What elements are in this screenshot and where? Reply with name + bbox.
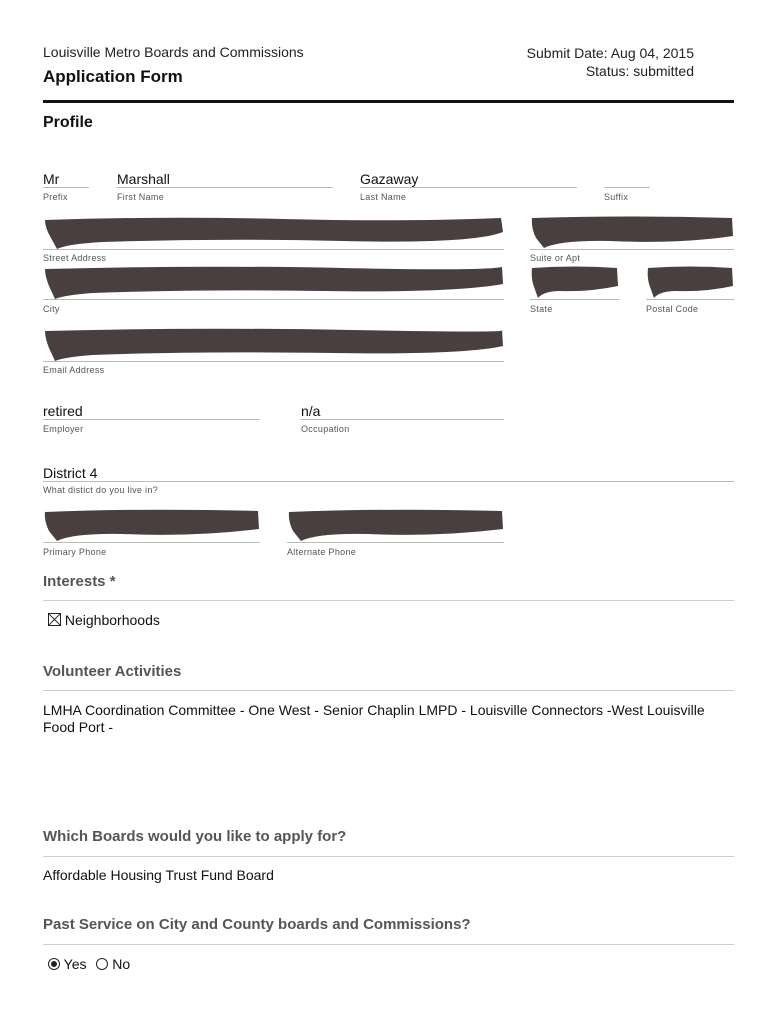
primary-phone-label: Primary Phone bbox=[43, 547, 107, 557]
no-option-label: No bbox=[112, 956, 131, 972]
state-underline bbox=[530, 299, 619, 300]
last-name-label: Last Name bbox=[360, 192, 407, 202]
city-redaction bbox=[43, 264, 504, 300]
primary-phone-redaction bbox=[43, 507, 260, 543]
volunteer-divider bbox=[43, 690, 734, 691]
first-name-value: Marshall bbox=[117, 171, 170, 187]
suffix-underline bbox=[604, 187, 650, 188]
radio-selected-icon bbox=[48, 958, 60, 970]
first-name-underline bbox=[117, 187, 333, 188]
checked-checkbox-icon bbox=[48, 613, 61, 626]
email-label: Email Address bbox=[43, 365, 105, 375]
district-value: District 4 bbox=[43, 465, 98, 481]
district-label: What distict do you live in? bbox=[43, 485, 158, 495]
postal-code-label: Postal Code bbox=[646, 304, 699, 314]
boards-value: Affordable Housing Trust Fund Board bbox=[43, 867, 274, 883]
suite-label: Suite or Apt bbox=[530, 253, 581, 263]
form-title: Application Form bbox=[43, 67, 183, 86]
suite-underline bbox=[530, 249, 734, 250]
organization-name: Louisville Metro Boards and Commissions bbox=[43, 44, 304, 60]
employer-value: retired bbox=[43, 403, 83, 419]
status: Status: submitted bbox=[585, 63, 694, 79]
email-redaction bbox=[43, 326, 504, 362]
email-underline bbox=[43, 361, 504, 362]
past-service-options bbox=[48, 956, 130, 972]
interest-item bbox=[48, 612, 160, 628]
alternate-phone-underline bbox=[287, 542, 504, 543]
past-service-divider bbox=[43, 944, 734, 945]
interests-divider bbox=[43, 600, 734, 601]
prefix-underline bbox=[43, 187, 89, 188]
yes-option-label: Yes bbox=[63, 956, 87, 972]
district-underline bbox=[43, 481, 734, 482]
header-divider bbox=[43, 100, 734, 103]
employer-underline bbox=[43, 419, 260, 420]
postal-code-redaction bbox=[646, 264, 734, 300]
occupation-value: n/a bbox=[301, 403, 321, 419]
alternate-phone-redaction bbox=[287, 507, 504, 543]
street-address-redaction bbox=[43, 214, 504, 250]
last-name-value: Gazaway bbox=[360, 171, 419, 187]
submission-info bbox=[527, 44, 694, 80]
street-address-label: Street Address bbox=[43, 253, 107, 263]
submit-date: Submit Date: Aug 04, 2015 bbox=[526, 45, 694, 61]
occupation-label: Occupation bbox=[301, 424, 350, 434]
prefix-value: Mr bbox=[43, 171, 60, 187]
alternate-phone-label: Alternate Phone bbox=[287, 547, 357, 557]
last-name-underline bbox=[360, 187, 577, 188]
first-name-label: First Name bbox=[117, 192, 165, 202]
city-underline bbox=[43, 299, 504, 300]
suffix-label: Suffix bbox=[604, 192, 629, 202]
state-redaction bbox=[530, 264, 619, 300]
occupation-underline bbox=[301, 419, 504, 420]
employer-label: Employer bbox=[43, 424, 84, 434]
radio-unselected-icon bbox=[96, 958, 108, 970]
interests-heading: Interests * bbox=[43, 573, 116, 590]
suite-redaction bbox=[530, 214, 734, 250]
profile-heading: Profile bbox=[43, 114, 93, 131]
city-label: City bbox=[43, 304, 60, 314]
boards-divider bbox=[43, 856, 734, 857]
prefix-label: Prefix bbox=[43, 192, 68, 202]
street-address-underline bbox=[43, 249, 504, 250]
interest-label: Neighborhoods bbox=[64, 612, 160, 628]
past-service-heading: Past Service on City and County boards and Commissions? bbox=[43, 916, 471, 933]
volunteer-text: LMHA Coordination Committee - One West - Senior Chaplin LMPD - Louisville Connectors -West Louisville Food Port - bbox=[43, 702, 705, 735]
primary-phone-underline bbox=[43, 542, 260, 543]
state-label: State bbox=[530, 304, 553, 314]
volunteer-heading: Volunteer Activities bbox=[43, 663, 182, 680]
postal-code-underline bbox=[646, 299, 734, 300]
boards-heading: Which Boards would you like to apply for? bbox=[43, 828, 347, 845]
